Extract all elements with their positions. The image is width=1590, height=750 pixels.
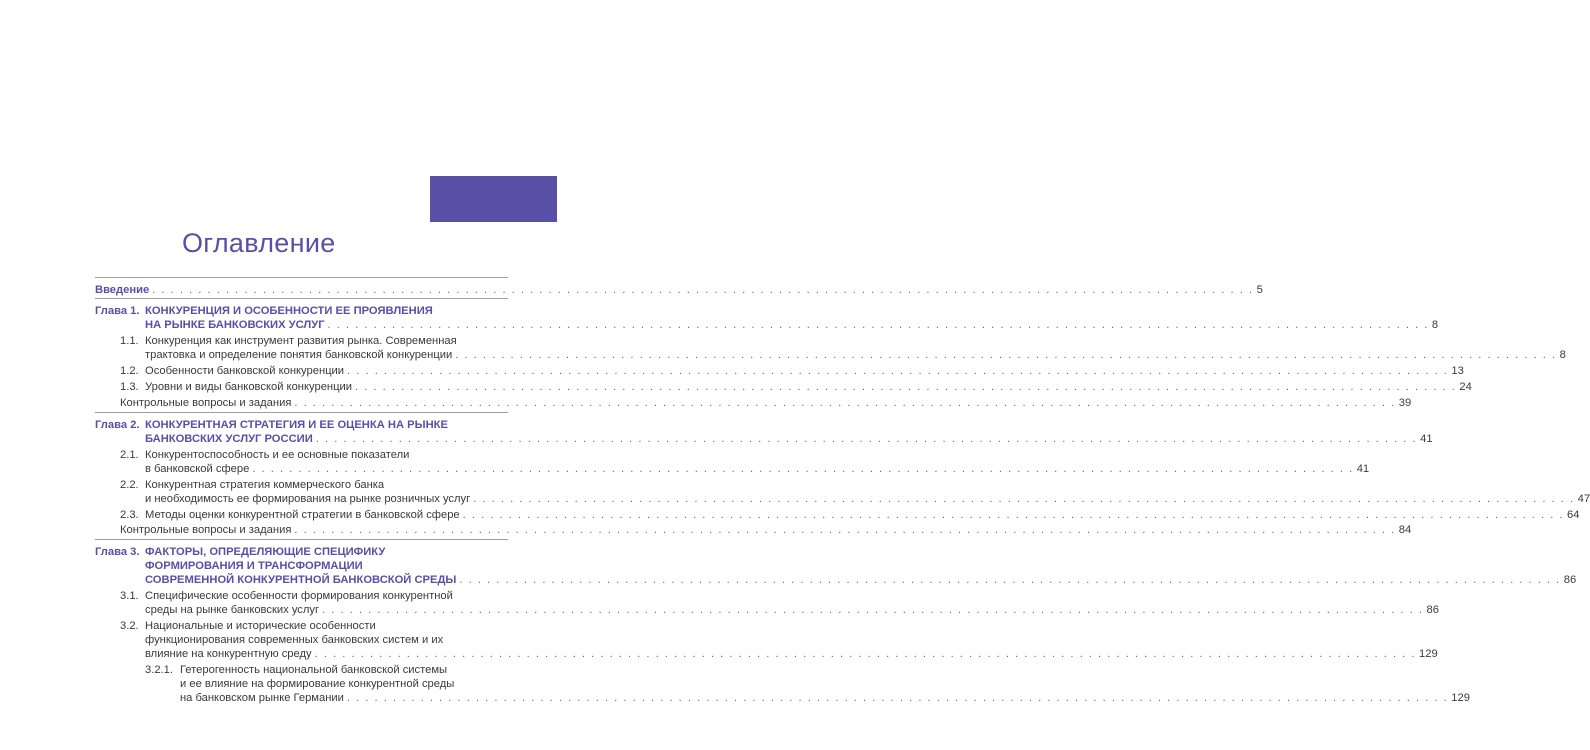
toc-entry-section[interactable] [180,691,1470,705]
section-number: 2.3. [120,509,139,521]
section-title-line[interactable]: Национальные и исторические особенности [145,620,376,632]
section-title-line[interactable]: Специфические особенности формирования конкурентной [145,590,453,602]
toc-entry-review[interactable] [120,396,1412,410]
chapter-title-line[interactable]: ФОРМИРОВАНИЯ И ТРАНСФОРМАЦИИ [145,560,363,572]
section-number: 3.2.1. [145,664,173,676]
toc-page-number: 86 [1426,604,1439,616]
toc-page-number: 41 [1420,433,1433,445]
section-title-line: трактовка и определение понятия банковской конкуренции [145,349,453,361]
section-number: 1.3. [120,381,139,393]
toc-page-number: 39 [1398,397,1412,409]
toc-entry-chapter[interactable] [145,318,1439,332]
chapter-title-line[interactable]: КОНКУРЕНТНАЯ СТРАТЕГИЯ И ЕЕ ОЦЕНКА НА РЫНКЕ [145,419,448,431]
chapter-title-line[interactable]: ФАКТОРЫ, ОПРЕДЕЛЯЮЩИЕ СПЕЦИФИКУ [145,546,386,558]
leader-dots: . . . . . . . . . . . . . . . . . . . . . . . . . . . . . . . . . . . . . . . . . . . . . . . . . . . . . . . . . . . . . . . . . . . . . . . . . . . . . . . . . . . . . . . . . . . . . . . . . . . . . . . . . . . . . . . . . . . . . . . . [314,648,1417,660]
divider [95,539,508,540]
section-title-line: Методы оценки конкурентной стратегии в банковской сфере [145,509,460,521]
toc-entry-label: Введение [95,284,150,296]
toc-entry-section[interactable] [145,462,1370,476]
divider [95,277,508,278]
section-title-line: на банковском рынке Германии [180,692,344,704]
section-title-line[interactable]: и ее влияние на формирование конкурентной среды [180,678,455,690]
section-title-line[interactable]: Конкурентная стратегия коммерческого банка [145,479,385,491]
leader-dots: . . . . . . . . . . . . . . . . . . . . . . . . . . . . . . . . . . . . . . . . . . . . . . . . . . . . . . . . . . . . . . . . . . . . . . . . . . . . . . . . . . . . . . . . . . . . . . . . . . . . . . . . . . . . . . . . . . . . . . . . [252,463,1354,475]
section-title-line: и необходимость ее формирования на рынке розничных услуг [145,493,471,505]
toc-entry-section[interactable] [145,492,1590,506]
leader-dots: . . . . . . . . . . . . . . . . . . . . . . . . . . . . . . . . . . . . . . . . . . . . . . . . . . . . . . . . . . . . . . . . . . . . . . . . . . . . . . . . . . . . . . . . . . . . . . . . . . . . . . . . . . . . . . . . . . . . . . . . [347,365,1449,377]
section-title-line: среды на рынке банковских услуг [145,604,320,616]
leader-dots: . . . . . . . . . . . . . . . . . . . . . . . . . . . . . . . . . . . . . . . . . . . . . . . . . . . . . . . . . . . . . . . . . . . . . . . . . . . . . . . . . . . . . . . . . . . . . . . . . . . . . . . . . . . . . . . . . . . . . . . . [315,433,1418,445]
toc-page-number: 24 [1459,381,1472,393]
section-title-line[interactable]: Конкурентоспособность и ее основные показатели [145,449,410,461]
toc-entry-section[interactable] [145,348,1566,362]
section-title-line[interactable]: функционирования современных банковских систем и их [145,634,444,646]
toc-entry-section[interactable] [145,380,1472,394]
leader-dots: . . . . . . . . . . . . . . . . . . . . . . . . . . . . . . . . . . . . . . . . . . . . . . . . . . . . . . . . . . . . . . . . . . . . . . . . . . . . . . . . . . . . . . . . . . . . . . . . . . . . . . . . . . . . . . . . . . . . . . . . [459,574,1561,586]
leader-dots: . . . . . . . . . . . . . . . . . . . . . . . . . . . . . . . . . . . . . . . . . . . . . . . . . . . . . . . . . . . . . . . . . . . . . . . . . . . . . . . . . . . . . . . . . . . . . . . . . . . . . . . . . . . . . . . . . . . . . . . . [327,319,1429,331]
toc-entry-chapter[interactable] [145,432,1433,446]
toc-page-number: 41 [1356,463,1370,475]
leader-dots: . . . . . . . . . . . . . . . . . . . . . . . . . . . . . . . . . . . . . . . . . . . . . . . . . . . . . . . . . . . . . . . . . . . . . . . . . . . . . . . . . . . . . . . . . . . . . . . . . . . . . . . . . . . . . . . . . . . . . . . . [346,692,1449,704]
section-title-line: влияние на конкурентную среду [145,648,312,660]
leader-dots: . . . . . . . . . . . . . . . . . . . . . . . . . . . . . . . . . . . . . . . . . . . . . . . . . . . . . . . . . . . . . . . . . . . . . . . . . . . . . . . . . . . . . . . . . . . . . . . . . . . . . . . . . . . . . . . . . . . . . . . . [455,349,1557,361]
section-number: 3.1. [120,590,139,602]
toc-page-number: 64 [1567,509,1580,521]
toc-page-number: 8 [1559,349,1566,361]
chapter-label: Глава 1. [95,305,140,317]
section-title-line: Особенности банковской конкуренции [145,365,345,377]
review-label: Контрольные вопросы и задания [120,524,292,536]
chapter-title-line: БАНКОВСКИХ УСЛУГ РОССИИ [145,433,313,445]
leader-dots: . . . . . . . . . . . . . . . . . . . . . . . . . . . . . . . . . . . . . . . . . . . . . . . . . . . . . . . . . . . . . . . . . . . . . . . . . . . . . . . . . . . . . . . . . . . . . . . . . . . . . . . . . . . . . . . . . . . . . . . . [322,604,1424,616]
chapter-title-line: НА РЫНКЕ БАНКОВСКИХ УСЛУГ [145,319,325,331]
toc-page-number: 86 [1563,574,1577,586]
divider [95,412,508,413]
section-number: 2.2. [120,479,139,491]
toc-page-number: 5 [1256,284,1263,296]
section-title-line[interactable]: Гетерогенность национальной банковской системы [180,664,448,676]
toc-page-number: 13 [1451,365,1464,377]
section-title-line[interactable]: Конкуренция как инструмент развития рынка. Современная [145,335,457,347]
section-title-line: в банковской сфере [145,463,250,475]
divider [95,298,508,299]
leader-dots: . . . . . . . . . . . . . . . . . . . . . . . . . . . . . . . . . . . . . . . . . . . . . . . . . . . . . . . . . . . . . . . . . . . . . . . . . . . . . . . . . . . . . . . . . . . . . . . . . . . . . . . . . . . . . . . . . . . . . . . . [294,524,1396,536]
toc-page-number: 84 [1398,524,1412,536]
leader-dots: . . . . . . . . . . . . . . . . . . . . . . . . . . . . . . . . . . . . . . . . . . . . . . . . . . . . . . . . . . . . . . . . . . . . . . . . . . . . . . . . . . . . . . . . . . . . . . . . . . . . . . . . . . . . . . . . . . . . . . . . [152,284,1254,296]
toc-entry-review[interactable] [120,523,1412,537]
chapter-label: Глава 2. [95,419,140,431]
section-number: 3.2. [120,620,139,632]
toc-entry-chapter[interactable] [145,573,1577,587]
toc-entry-section[interactable] [145,508,1580,522]
chapter-title-line[interactable]: КОНКУРЕНЦИЯ И ОСОБЕННОСТИ ЕЕ ПРОЯВЛЕНИЯ [145,305,433,317]
toc-page-number: 129 [1451,692,1470,704]
toc-entry-intro[interactable] [95,283,1263,297]
page-title: Оглавление [182,228,336,258]
leader-dots: . . . . . . . . . . . . . . . . . . . . . . . . . . . . . . . . . . . . . . . . . . . . . . . . . . . . . . . . . . . . . . . . . . . . . . . . . . . . . . . . . . . . . . . . . . . . . . . . . . . . . . . . . . . . . . . . . . . . . . . . [294,397,1396,409]
chapter-label: Глава 3. [95,546,140,558]
leader-dots: . . . . . . . . . . . . . . . . . . . . . . . . . . . . . . . . . . . . . . . . . . . . . . . . . . . . . . . . . . . . . . . . . . . . . . . . . . . . . . . . . . . . . . . . . . . . . . . . . . . . . . . . . . . . . . . . . . . . . . . . [462,509,1565,521]
toc-entry-section[interactable] [145,647,1438,661]
section-number: 1.2. [120,365,139,377]
toc-page-number: 8 [1431,319,1439,331]
section-number: 2.1. [120,449,139,461]
toc-entry-section[interactable] [145,364,1464,378]
toc-page-number: 47 [1577,493,1590,505]
leader-dots: . . . . . . . . . . . . . . . . . . . . . . . . . . . . . . . . . . . . . . . . . . . . . . . . . . . . . . . . . . . . . . . . . . . . . . . . . . . . . . . . . . . . . . . . . . . . . . . . . . . . . . . . . . . . . . . . . . . . . . . . [473,493,1575,505]
review-label: Контрольные вопросы и задания [120,397,292,409]
toc-entry-section[interactable] [145,603,1439,617]
section-number: 1.1. [120,335,139,347]
chapter-title-line: СОВРЕМЕННОЙ КОНКУРЕНТНОЙ БАНКОВСКОЙ СРЕДЫ [145,574,457,586]
toc-page-number: 129 [1419,648,1438,660]
leader-dots: . . . . . . . . . . . . . . . . . . . . . . . . . . . . . . . . . . . . . . . . . . . . . . . . . . . . . . . . . . . . . . . . . . . . . . . . . . . . . . . . . . . . . . . . . . . . . . . . . . . . . . . . . . . . . . . . . . . . . . . . [355,381,1457,393]
section-title-line: Уровни и виды банковской конкуренции [145,381,352,393]
